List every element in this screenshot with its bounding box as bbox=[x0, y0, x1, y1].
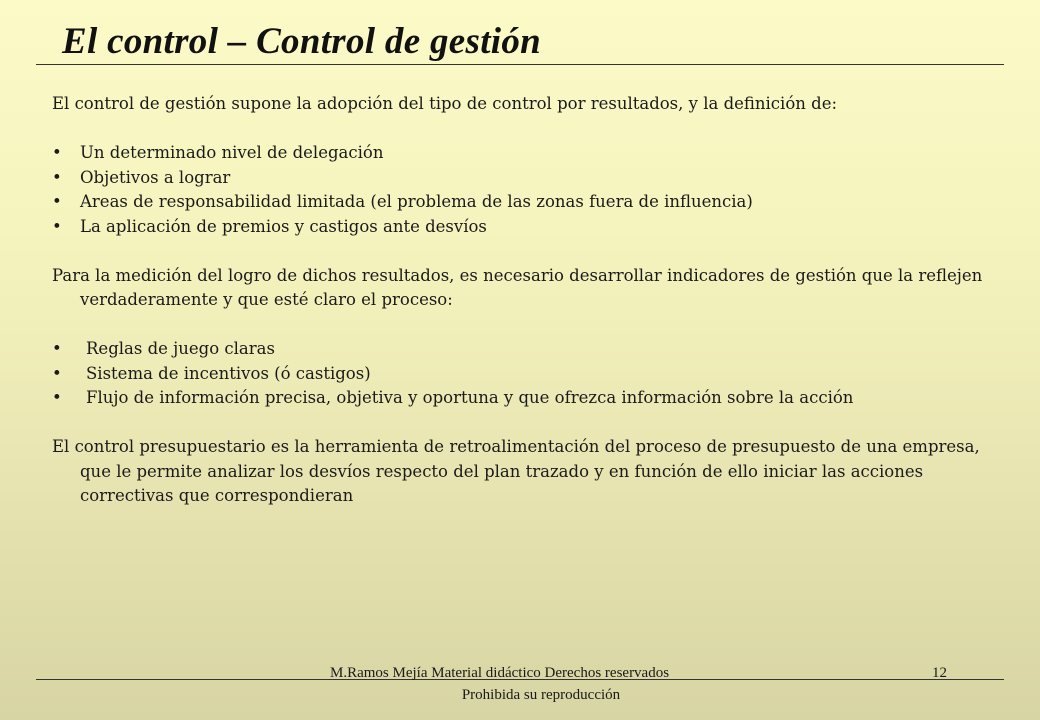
list-item bbox=[52, 362, 1012, 387]
list-item-text: Flujo de información precisa, objetiva y oportuna y que ofrezca información sobre la acción bbox=[86, 388, 854, 407]
intro-paragraph: El control de gestión supone la adopción del tipo de control por resultados, y la definición de: bbox=[52, 94, 838, 113]
list-item bbox=[52, 141, 1012, 166]
bullet-icon: • bbox=[52, 363, 62, 383]
footer-notice: Prohibida su reproducción bbox=[461, 687, 621, 703]
spacer bbox=[52, 239, 1012, 264]
list-item-text: Un determinado nivel de delegación bbox=[80, 143, 384, 162]
spacer bbox=[52, 117, 1012, 142]
bullet-icon: • bbox=[52, 339, 62, 358]
bullet-icon: • bbox=[52, 192, 62, 211]
page-number: 12 bbox=[932, 665, 947, 681]
list-item bbox=[52, 190, 1012, 215]
list-item-text: Sistema de incentivos (ó castigos) bbox=[86, 363, 371, 383]
process-list bbox=[52, 337, 1012, 411]
list-item-text: La aplicación de premios y castigos ante desvíos bbox=[80, 216, 487, 236]
title-divider bbox=[36, 64, 1004, 65]
list-item-text: Areas de responsabilidad limitada (el problema de las zonas fuera de influencia) bbox=[80, 192, 753, 211]
list-item-text: Reglas de juego claras bbox=[86, 339, 275, 358]
list-item bbox=[52, 386, 1012, 411]
measurement-paragraph: Para la medición del logro de dichos resultados, es necesario desarrollar indicadores de gestión que la reflejen verdaderamente y que esté claro el proceso: bbox=[52, 265, 983, 309]
spacer bbox=[52, 313, 1012, 338]
budget-control-paragraph: El control presupuestario es la herramienta de retroalimentación del proceso de presupuesto de una empresa, que le permite analizar los desvíos respecto del plan trazado y en función de ello iniciar las acciones correctivas que correspondieran bbox=[52, 437, 980, 505]
bullet-icon: • bbox=[52, 216, 62, 236]
list-item bbox=[52, 215, 1012, 240]
list-item bbox=[52, 337, 1012, 362]
bullet-icon: • bbox=[52, 143, 62, 162]
list-item-text: Objetivos a lograr bbox=[80, 167, 231, 187]
bullet-icon: • bbox=[52, 167, 62, 187]
list-item bbox=[52, 166, 1012, 191]
spacer bbox=[52, 411, 1012, 436]
definition-list bbox=[52, 141, 1012, 239]
footer-author: M.Ramos Mejía Material didáctico Derechos reservados bbox=[330, 665, 670, 681]
slide-body bbox=[52, 92, 1012, 509]
slide-title: El control – Control de gestión bbox=[62, 21, 542, 62]
bullet-icon: • bbox=[52, 388, 62, 407]
